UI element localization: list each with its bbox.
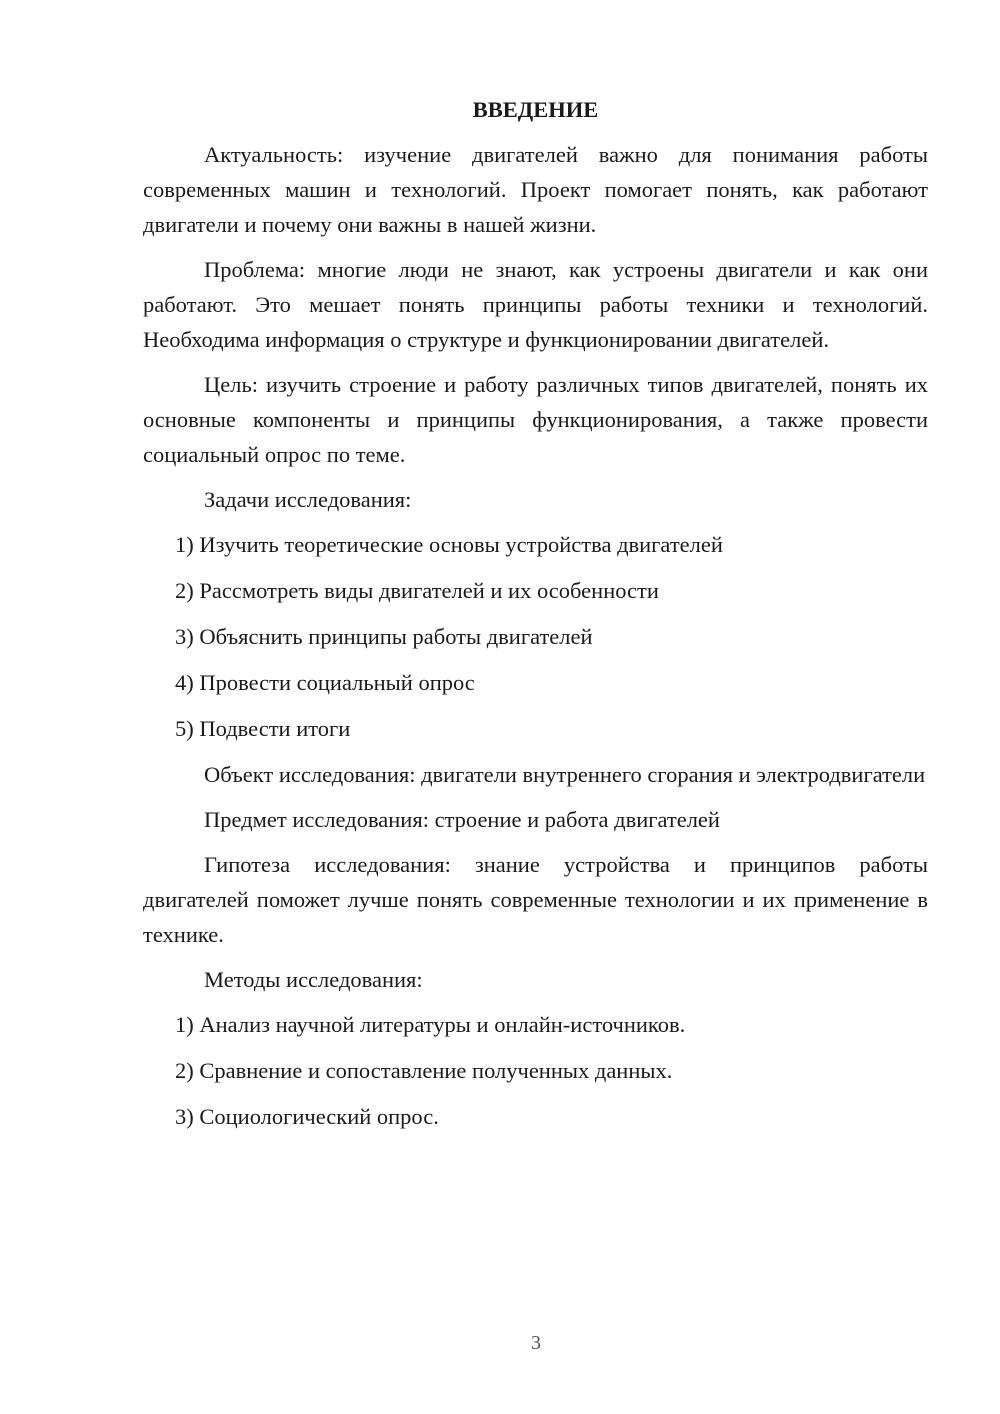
methods-label: Методы исследования: (204, 967, 423, 992)
page-number: 3 (531, 1332, 541, 1354)
object-paragraph: Объект исследования: двигатели внутреннего сгорания и электродвигатели (204, 762, 926, 787)
goal-paragraph: Цель: изучить строение и работу различных типов двигателей, понять их основные компоненты и принципы функционирования, а также провести социальный опрос по теме. (143, 372, 928, 467)
list-item: 1) Анализ научной литературы и онлайн-источников. (175, 1012, 686, 1037)
tasks-label: Задачи исследования: (204, 487, 412, 512)
list-item: 2) Сравнение и сопоставление полученных данных. (175, 1058, 673, 1083)
hypothesis-paragraph: Гипотеза исследования: знание устройства и принципов работы двигателей поможет лучше понять современные технологии и их применение в технике. (143, 852, 928, 947)
relevance-paragraph: Актуальность: изучение двигателей важно для понимания работы современных машин и технологий. Проект помогает понять, как работают двигатели и почему они важны в нашей жизни. (143, 142, 928, 237)
page-title: ВВЕДЕНИЕ (472, 97, 599, 122)
tasks-list (143, 527, 928, 746)
list-item: 3) Объяснить принципы работы двигателей (175, 624, 593, 649)
list-item: 1) Изучить теоретические основы устройства двигателей (175, 532, 723, 557)
subject-paragraph: Предмет исследования: строение и работа двигателей (204, 807, 720, 832)
list-item: 3) Социологический опрос. (175, 1104, 439, 1129)
problem-paragraph: Проблема: многие люди не знают, как устроены двигатели и как они работают. Это мешает понять принципы работы техники и технологий. Необходима информация о структуре и функционировании двигателей. (143, 257, 928, 352)
list-item: 4) Провести социальный опрос (175, 670, 475, 695)
page-content (143, 92, 928, 1145)
list-item: 2) Рассмотреть виды двигателей и их особенности (175, 578, 659, 603)
methods-list (143, 1007, 928, 1134)
list-item: 5) Подвести итоги (175, 716, 351, 741)
